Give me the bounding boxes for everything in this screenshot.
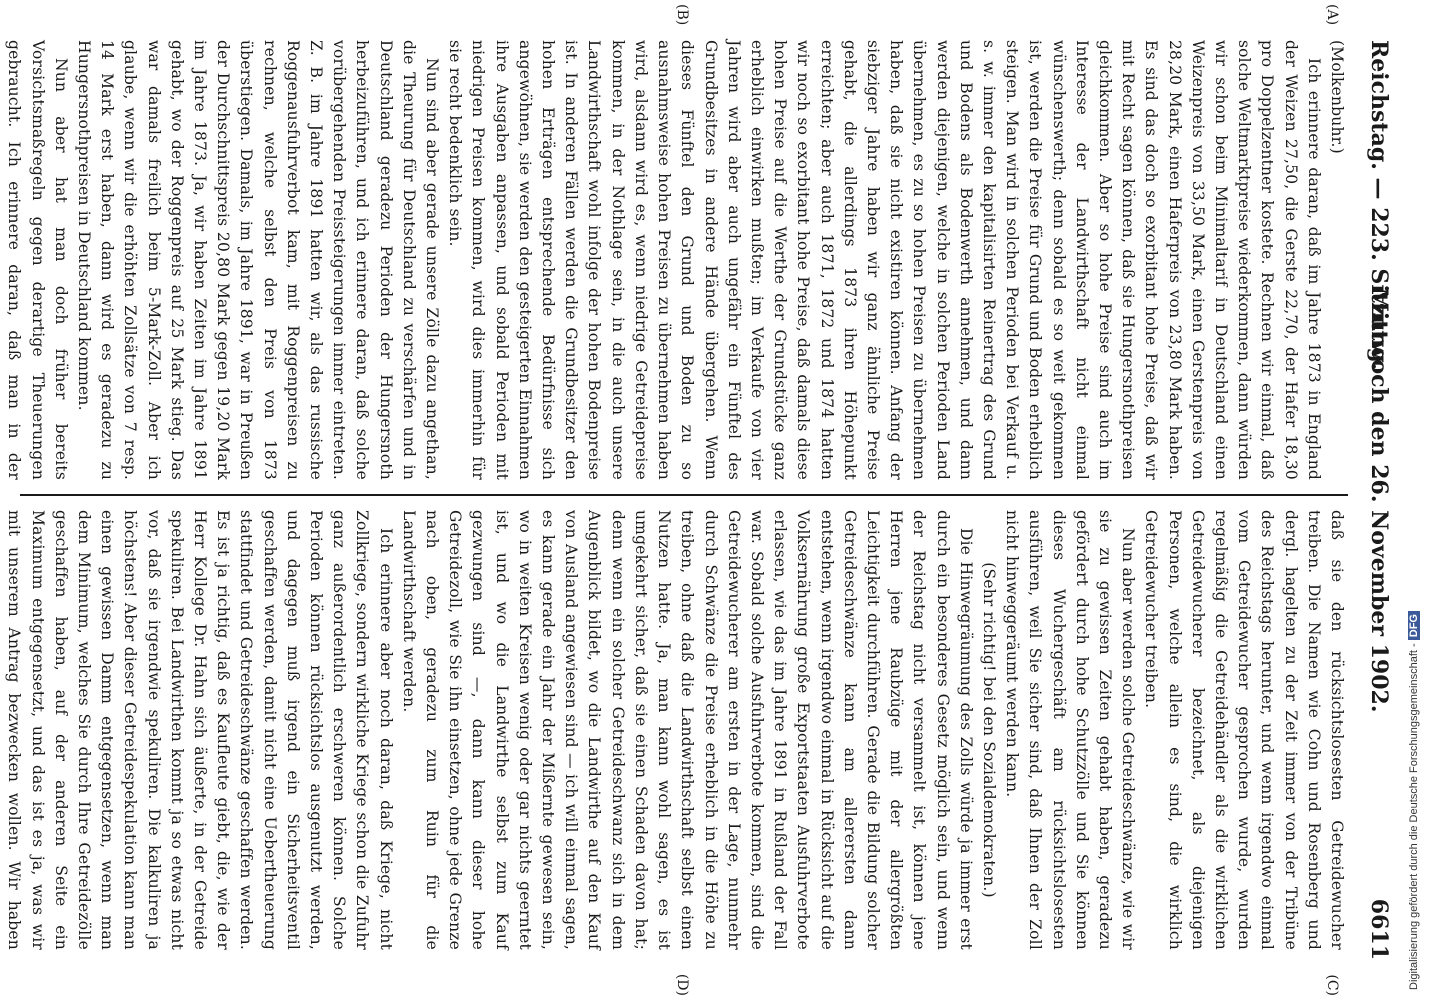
paragraph: Ich erinnere daran, daß im Jahre 1873 in England der Weizen 27,50, die Gerste 22,70, der Hafer 18,30 pro Doppelzentner kostete. Rechnen wir einmal, daß solche Weltmarktpreise wiederkommen, dann würden wir schon beim Minimaltarif in Deutschland einen Weizenpreis von 33,50 Mark, einen Gerstenpreis von 28,20 Mark, einen Haferpreis von 23,80 Mark haben. Es sind das doch so exorbitant hohe Preise, daß wir mit Recht sagen können, daß sie Hungersnothpreisen gleichkommen. Aber so hohe Preise sind auch im Interesse der Landwirthschaft nicht einmal wünschenswerth; denn sobald es so weit gekommen ist, werden die Preise für Grund und Boden erheblich steigen. Man wird in solchen Perioden bei Verkauf u. s. w. immer den kapitalisirten Reinertrag des Grund und Bodens als Bodenwerth annehmen, und dann werden diejenigen, welche in solchen Perioden Land übernehmen, es zu so hohen Preisen zu übernehmen haben, daß sie nicht existiren können. Anfang der siebziger Jahre haben wir ganz ähnliche Preise gehabt, die allerdings 1873 ihren Höhepunkt erreichten; aber auch 1871, 1872 und 1874 hatten wir noch so exorbitant hohe Preise, daß damals diese hohen Preise auf die Werthe der Grundstücke ganz erheblich einwirken mußten; im Verkaufe von vier Jahren wird aber auch ungefähr ein Fünftel des Grundbesitzes in andere Hände übergehen. Wenn dieses Fünftel den Grund und Boden zu so ausnahmsweise hohen Preisen zu übernehmen haben wird, alsdann wird es, wenn niedrige Getreidepreise kommen, in der Nothlage sein, in die auch unsere Landwirthschaft wohl infolge der hohen Bodenpreise ist. In anderen Fällen werden die Grundbesitzer den hohen Erträgen entsprechende Bedürfnisse sich angewöhnen, sie werden den gesteigerten Einnahmen ihre Ausgaben anpassen, und sobald Perioden mit niedrigen Preisen kommen, wird dies immerhin für sie recht bedenklich sein.	[446, 40, 1323, 480]
page-header	[1356, 40, 1392, 960]
paragraph: Ich erinnere aber noch daran, daß Kriege, nicht Zollkriege, sondern wirkliche Kriege schon die Zufuhr ganz außerordentlich erschweren können. Solche Perioden können rücksichtslos ausgenutzt werden, und dagegen muß irgend ein Sicherheitsventil geschaffen werden, damit nicht eine Uebertheuerung stattfindet und Getreideschwänze geschaffen werden. Es ist ja richtig, daß es Kaufleute giebt, die, wie der Herr Kollege Dr. Hahn sich äußerte, in der Getreide spekuliren. Bei Landwirthen kommt ja so etwas nicht vor, daß sie irgendwie spekuliren. Die kalkuliren ja höchstens! Aber dieser Getreidespekulation kann man einen gewissen Damm entgegensetzen, wenn man dem Minimum, welches Sie durch Ihre Getreidezölle geschaffen haben, auf der anderen Seite ein Maximum entgegensetzt, und das ist es ja, was wir mit unserem Antrag bezwecken wollen. Wir haben	[5, 510, 395, 950]
dfg-logo[interactable]: DFG	[1408, 611, 1420, 640]
speaker-label: (Molkenbuhr.)	[1328, 40, 1346, 154]
margin-marker-a: (A)	[1324, 4, 1340, 26]
left-text-column	[5, 40, 1348, 480]
paragraph: Nun aber hat man doch früher bereits Vorsichtsmaßregeln gegen derartige Theuerungen gebraucht. Ich erinnere daran, daß man in der	[5, 40, 70, 480]
paragraph: Nun sind aber gerade unsere Zölle dazu angethan, die Theurung für Deutschland zu verschärfen und in Deutschland geradezu Perioden der Hungersnoth herbeizuführen, und ich erinnere daran, daß solche vorübergehenden Preissteigerungen immer eintreten. Z. B. im Jahre 1891 hatten wir, als das russische Roggenausfuhrverbot kam, mit Roggenpreisen zu rechnen, welche selbst den Preis von 1873 überstiegen. Damals, im Jahre 1891, war in Preußen der Durchschnittspreis 20,80 Mark gegen 19,20 Mark im Jahre 1873. Ja, wir haben Zeiten im Jahre 1891 gehabt, wo der Roggenpreis auf 25 Mark stieg. Das war damals freilich beim 5-Mark-Zoll. Aber ich glaube, wenn wir die erhöhten Zollsätze von 7 resp. 14 Mark erst haben, dann wird es geradezu zu Hungersnothpreisen in Deutschland kommen.	[75, 40, 442, 480]
credit-text: Digitalisierung gefördert durch die Deutsche Forschungsgemeinschaft -	[1408, 643, 1420, 990]
paragraph: Die Hinwegräumung des Zolls würde ja immer erst durch ein besonderes Gesetz möglich sein, und wenn der Reichstag nicht versammelt ist, können jene Herren jene Raubzüge mit der allergrößten Leichtigkeit durchführen. Gerade die Bildung solcher Getreideschwänze kann am allerersten dann entstehen, wenn irgendwo einmal in Rücksicht auf die Volksernährung große Exportstaaten Ausfuhrverbote erlassen, wie das im Jahre 1891 in Rußland der Fall war. Sobald solche Ausfuhrverbote kommen, sind die Getreidewucherer am ersten in der Lage, nunmehr durch Schwänze die Preise erheblich in die Höhe zu treiben, ohne daß die Landwirthschaft selbst einen Nutzen hatte. Ja, man kann wohl sagen, es ist umgekehrt sicher, daß sie einen Schaden davon hat; denn wenn ein solcher Getreideschwanz sich in dem Augenblick bildet, wo die Landwirthe auf den Kauf von Ausland angewiesen sind — ich will einmal sagen, es kann gerade ein Jahr der Mißernte gewesen sein, wo in weiten Kreisen wenig oder gar nichts geerntet ist, und wo die Landwirthe selbst zum Kauf gezwungen sind —, dann kann dieser hohe Getreidezoll, wie Sie ihn einsetzen, ohne jede Grenze nach oben, geradezu zum Ruin für die Landwirthschaft werden.	[399, 510, 975, 950]
column-divider	[20, 494, 1348, 496]
interjection: (Sehr richtig! bei den Sozialdemokraten.)	[979, 562, 998, 898]
digitization-credit	[1408, 10, 1420, 990]
header-date: Mittwoch den 26. November 1902.	[1366, 287, 1392, 713]
margin-marker-b: (B)	[674, 4, 690, 26]
paragraph: Nun aber werden solche Getreideschwänze, wie wir sie zu gewissen Zeiten gehabt haben, geradezu gefördert durch hohe Schutzzölle und Sie können dieses Wuchergeschäft am rücksichtslosesten ausführen, weil Sie sicher sind, daß Ihnen der Zoll nicht hinweggeräumt werden kann.	[1003, 510, 1138, 950]
header-page-number: 6611	[1366, 898, 1392, 960]
paragraph: daß sie den rücksichtslosesten Getreidewucher treiben. Die Namen wie Cohn und Rosenberg und dergl. hagelten zu der Zeit immer von der Tribüne des Reichstags herunter, und wenn irgendwo einmal vom Getreidewucher gesprochen wurde, wurden regelmäßig die Getreidehändler als die wirklichen Getreidewucherer bezeichnet, als diejenigen Personen, welche allein es sind, die wirklich Getreidewucher treiben.	[1142, 510, 1346, 950]
header-title: Reichstag. — 223. Sitzung.	[1366, 40, 1392, 371]
margin-marker-c: (C)	[1324, 974, 1340, 996]
digitization-sidebar	[1400, 0, 1434, 1000]
right-text-column	[5, 510, 1348, 950]
margin-marker-d: (D)	[674, 973, 690, 996]
